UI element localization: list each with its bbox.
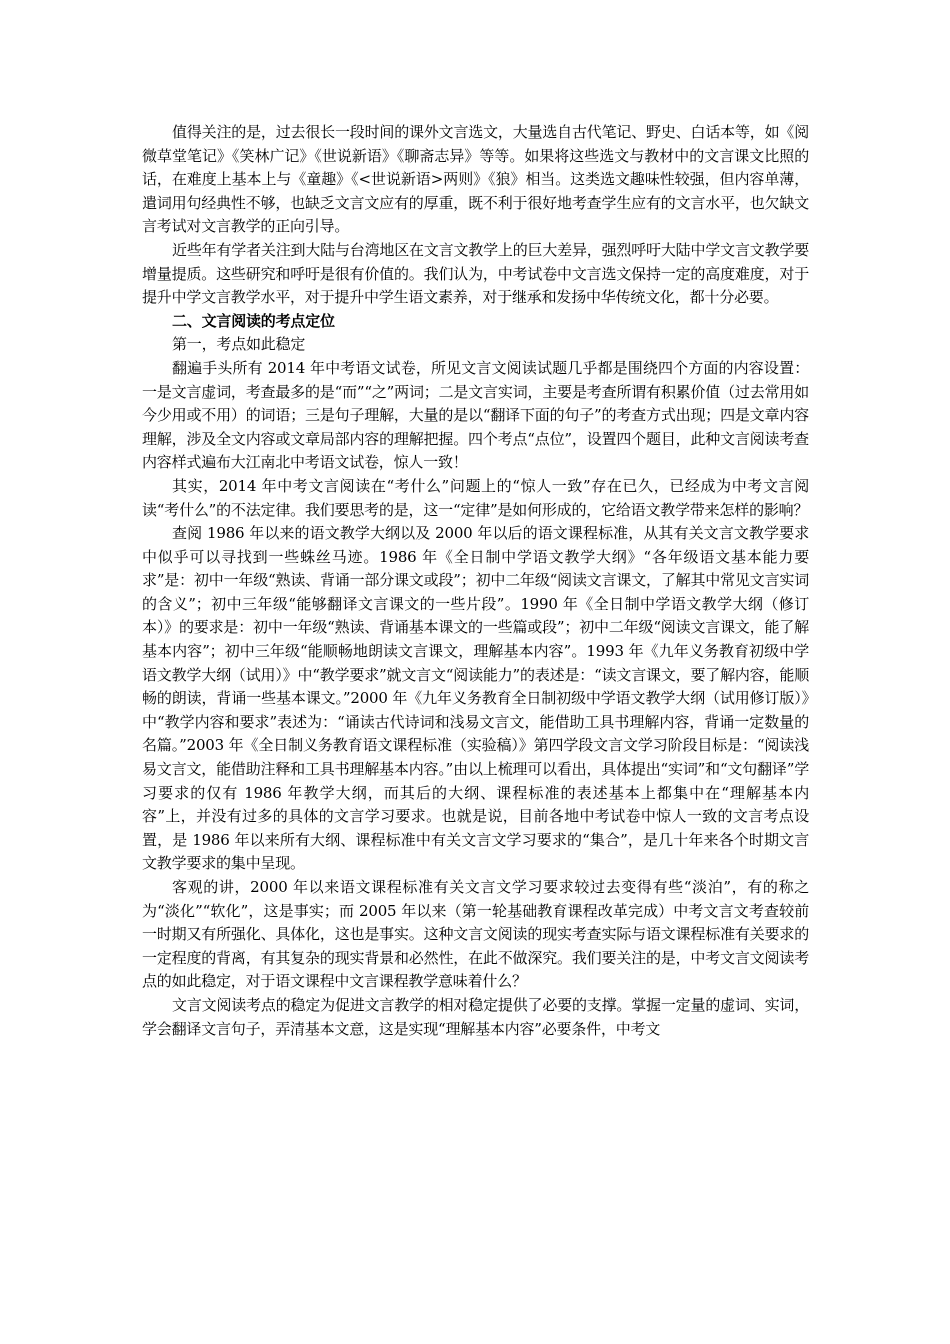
body-paragraph: 文言文阅读考点的稳定为促进文言教学的相对稳定提供了必要的支撑。掌握一定量的虚词、实词，学会翻译文言句子，弄清基本文意，这是实现“理解基本内容”必要条件，中考文: [142, 995, 809, 1038]
body-paragraph: 近些年有学者关注到大陆与台湾地区在文言文教学上的巨大差异，强烈呼吁大陆中学文言文教学要增量提质。这些研究和呼吁是很有价值的。我们认为，中考试卷中文言选文保持一定的高度难度，对于提升中学文言教学水平，对于提升中学生语文素养，对于继承和发扬中华传统文化，都十分必要。: [142, 240, 809, 307]
body-paragraph: 翻遍手头所有 2014 年中考语文试卷，所见文言文阅读试题几乎都是围绕四个方面的内容设置：一是文言虚词，考查最多的是“而”“之”两词；二是文言实词，主要是考查所谓有积累价值（过去常用如今少用或不用）的词语；三是句子理解，大量的是以“翻译下面的句子”的考查方式出现；四是文章内容理解，涉及全文内容或文章局部内容的理解把握。四个考点“点位”，设置四个题目，此种文言阅读考查内容样式遍布大江南北中考语文试卷，惊人一致！: [142, 358, 809, 472]
body-paragraph: 值得关注的是，过去很长一段时间的课外文言选文，大量选自古代笔记、野史、白话本等，如《阅微草堂笔记》《笑林广记》《世说新语》《聊斋志异》等等。如果将这些选文与教材中的文言课文比照的话，在难度上基本上与《童趣》《<世说新语>两则》《狼》相当。这类选文趣味性较强，但内容单薄，遣词用句经典性不够，也缺乏文言文应有的厚重，既不利于很好地考查学生应有的文言水平，也欠缺文言考试对文言教学的正向引导。: [142, 123, 809, 236]
document-page: [142, 121, 809, 1041]
body-paragraph: 查阅 1986 年以来的语文教学大纲以及 2000 年以后的语文课程标准，从其有关文言文教学要求中似乎可以寻找到一些蛛丝马迹。1986 年《全日制中学语文教学大纲》“各年级语文基本能力要求”是：初中一年级“熟读、背诵一部分课文或段”；初中二年级“阅读文言课文，了解其中常见文言实词的含义”；初中三年级“能够翻译文言课文的一些片段”。1990 年《全日制中学语文教学大纲（修订本）》的要求是：初中一年级“熟读、背诵基本课文的一些篇或段”；初中二年级“阅读文言课文，能了解基本内容”；初中三年级“能顺畅地朗读文言课文，理解基本内容”。1993 年《九年义务教育初级中学语文教学大纲（试用）》中“教学要求”就文言文“阅读能力”的表述是：“读文言课文，要了解内容，能顺畅的朗读，背诵一些基本课文。”2000 年《九年义务教育全日制初级中学语文教学大纲（试用修订版）》中“教学内容和要求”表述为：“诵读古代诗词和浅易文言文，能借助工具书理解内容，背诵一定数量的名篇。”2003 年《全日制义务教育语文课程标准（实验稿）》第四学段文言文学习阶段目标是：“阅读浅易文言文，能借助注释和工具书理解基本内容。”由以上梳理可以看出，具体提出“实词”和“文句翻译”学习要求的仅有 1986 年教学大纲，而其后的大纲、课程标准的表述基本上都集中在“理解基本内容”上，并没有过多的具体的文言学习要求。也就是说，目前各地中考试卷中惊人一致的文言考点设置，是 1986 年以来所有大纲、课程标准中有关文言文学习要求的“集合”，是几十年来各个时期文言文教学要求的集中呈现。: [142, 524, 809, 873]
body-paragraph: 其实，2014 年中考文言阅读在“考什么”问题上的“惊人一致”存在已久，已经成为中考文言阅读“考什么”的不法定律。我们要思考的是，这一“定律”是如何形成的，它给语文教学带来怎样的影响？: [142, 476, 809, 519]
body-paragraph: 客观的讲，2000 年以来语文课程标准有关文言文学习要求较过去变得有些“淡泊”，有的称之为“淡化”“软化”，这是事实；而 2005 年以来（第一轮基础教育课程改革完成）中考文言文考查较前一时期又有所强化、具体化，这也是事实。这种文言文阅读的现实考查实际与语文课程标准有关要求的一定程度的背离，有其复杂的现实背景和必然性，在此不做深究。我们要关注的是，中考文言文阅读考点的如此稳定，对于语文课程中文言课程教学意味着什么？: [142, 878, 809, 991]
subsection-heading: 第一，考点如此稳定: [172, 335, 306, 354]
section-heading: 二、文言阅读的考点定位: [172, 311, 335, 330]
